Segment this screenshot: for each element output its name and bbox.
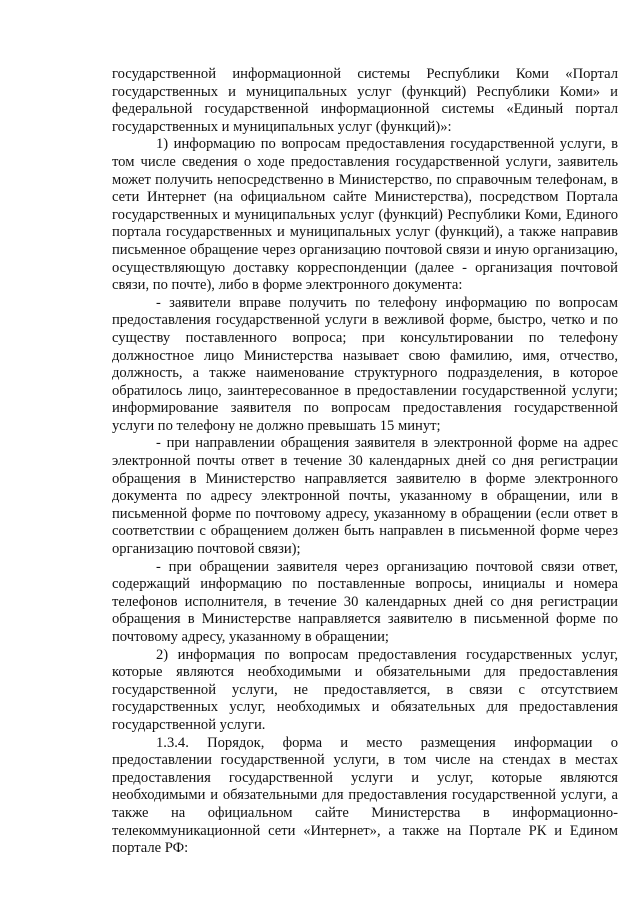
paragraph-item-1: 1) информацию по вопросам предоставления государственной услуги, в том числе сведения о ходе предоставления государственной услуги, заявитель может получить непосредственно в Министерство, по справочным телефонам, в сети Интернет (на официальном сайте Министерства), посредством Портала государственных и муниципальных услуг (функций) Республики Коми, Единого портала государственных и муниципальных услуг (функций), а также направив письменное обращение через организацию почтовой связи и иную организацию, осуществляющую доставку корреспонденции (далее - организация почтовой связи, по почте), либо в форме электронного документа: — [112, 136, 618, 294]
paragraph-section-1-3-4: 1.3.4. Порядок, форма и место размещения информации о предоставлении государственной услуги, в том числе на стендах в местах предоставления государственной услуги и услуг, которые являются необходимыми и обязательными для предоставления государственной услуги, а также на официальном сайте Министерства в информационно-телекоммуникационной сети «Интернет», а также на Портале РК и Едином портале РФ: — [112, 734, 618, 857]
paragraph-item-2: 2) информация по вопросам предоставления государственных услуг, которые являются необходимыми и обязательными для предоставления государственной услуги, не предоставляется, в связи с отсутствием государственных услуг, необходимых и обязательных для предоставления государственной услуги. — [112, 646, 618, 733]
paragraph-bullet-email: - при направлении обращения заявителя в электронной форме на адрес электронной почты ответ в течение 30 календарных дней со дня регистрации обращения в Министерство направляется заявителю в форме электронного документа по адресу электронной почты, указанному в обращении, или в письменной форме по почтовому адресу, указанному в обращении (если ответ в соответствии с обращением должен быть направлен в письменной форме через организацию почтовой связи); — [112, 435, 618, 558]
paragraph-continuation: государственной информационной системы Республики Коми «Портал государственных и муниципальных услуг (функций) Республики Коми» и федеральной государственной информационной системы «Единый портал государственных и муниципальных услуг (функций)»: — [112, 66, 618, 135]
paragraph-bullet-phone: - заявители вправе получить по телефону информацию по вопросам предоставления государственной услуги в вежливой форме, быстро, четко и по существу поставленного вопроса; при консультировании по телефону должностное лицо Министерства называет свою фамилию, имя, отчество, должность, а также наименование структурного подразделения, в которое обратилось лицо, заинтересованное в предоставлении государственной услуги; информирование заявителя по вопросам предоставления государственной услуги по телефону не должно превышать 15 минут; — [112, 294, 618, 434]
document-body — [112, 66, 618, 858]
paragraph-bullet-post: - при обращении заявителя через организацию почтовой связи ответ, содержащий информацию по поставленные вопросы, инициалы и номера телефонов исполнителя, в течение 30 календарных дней со дня регистрации обращения в Министерстве направляется заявителю в письменной форме по почтовому адресу, указанному в обращении; — [112, 558, 618, 645]
